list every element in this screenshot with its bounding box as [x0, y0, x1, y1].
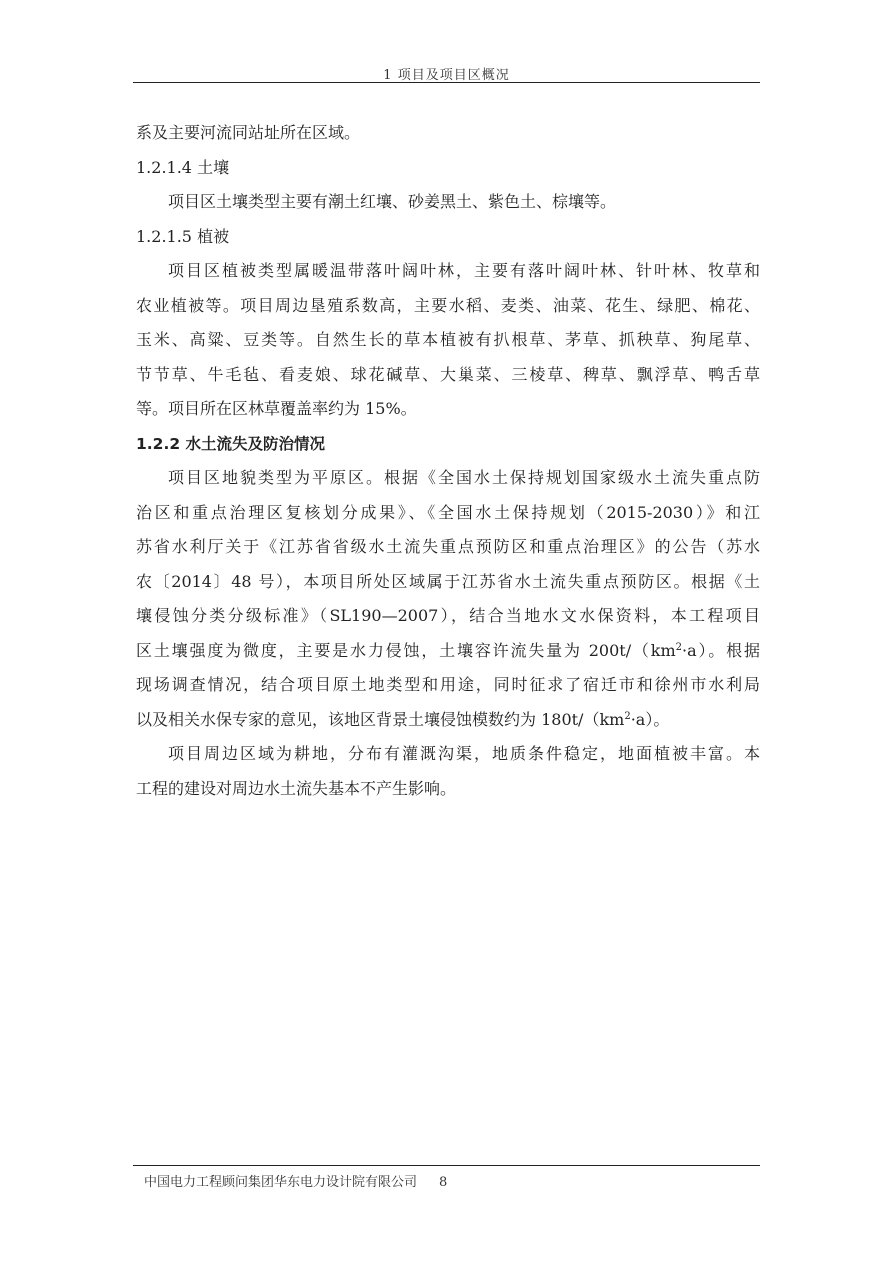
erosion-heading: 1.2.2 水土流失及防治情况 — [136, 434, 326, 453]
footer-company: 中国电力工程顾问集团华东电力设计院有限公司 — [144, 1175, 418, 1190]
erosion-paragraph-line: 现场调查情况，结合项目原土地类型和用途，同时征求了宿迁市和徐州市水利局 — [136, 675, 760, 694]
vegetation-paragraph-line: 等。项目所在区林草覆盖率约为 15%。 — [136, 399, 417, 418]
erosion-paragraph-line: 壤侵蚀分类分级标准》（SL190—2007），结合当地水文水保资料，本工程项目 — [136, 606, 760, 625]
footer-divider — [133, 1165, 760, 1166]
superscript: 2 — [624, 710, 631, 722]
page-header: 1 项目及项目区概况 — [383, 68, 510, 83]
vegetation-paragraph-line: 节节草、牛毛毡、看麦娘、球花碱草、大巢菜、三棱草、稗草、飘浮草、鸭舌草 — [136, 364, 760, 384]
superscript: 2 — [675, 641, 683, 653]
erosion-text-segment: 以及相关水保专家的意见，该地区背景土壤侵蚀模数约为 180t/（km — [136, 709, 625, 729]
erosion-text-segment: ·a）。 — [630, 709, 670, 729]
document-body — [136, 116, 760, 806]
impact-paragraph-line: 工程的建设对周边水土流失基本不产生影响。 — [136, 778, 457, 798]
page-footer — [144, 1171, 447, 1190]
impact-paragraph-line: 项目周边区域为耕地，分布有灌溉沟渠，地质条件稳定，地面植被丰富。本 — [168, 744, 760, 763]
vegetation-paragraph-line: 项目区植被类型属暖温带落叶阔叶林，主要有落叶阔叶林、针叶林、牧草和 — [168, 261, 760, 280]
intro-continuation: 系及主要河流同站址所在区域。 — [136, 123, 361, 142]
erosion-text-segment: 区土壤强度为微度，主要是水力侵蚀，土壤容许流失量为 200t/（km — [136, 640, 676, 660]
erosion-paragraph-line: 农〔2014〕48 号），本项目所处区域属于江苏省水土流失重点预防区。根据《土 — [136, 571, 760, 591]
soil-paragraph-line: 项目区土壤类型主要有潮土红壤、砂姜黑土、紫色土、棕壤等。 — [168, 192, 617, 211]
page-number: 8 — [439, 1175, 448, 1190]
erosion-paragraph-line: 项目区地貌类型为平原区。根据《全国水土保持规划国家级水土流失重点防 — [168, 468, 760, 487]
erosion-paragraph-line — [136, 703, 760, 738]
vegetation-heading: 1.2.1.5 植被 — [136, 226, 230, 246]
header-divider — [133, 82, 760, 83]
vegetation-paragraph-line: 玉米、高粱、豆类等。自然生长的草本植被有扒根草、茅草、抓秧草、狗尾草、 — [136, 330, 760, 349]
erosion-paragraph-line — [136, 634, 760, 669]
vegetation-paragraph-line: 农业植被等。项目周边垦殖系数高，主要水稻、麦类、油菜、花生、绿肥、棉花、 — [136, 295, 760, 315]
erosion-text-segment: ·a）。根据 — [682, 640, 760, 660]
soil-heading: 1.2.1.4 土壤 — [136, 157, 230, 177]
erosion-paragraph-line: 苏省水利厅关于《江苏省省级水土流失重点预防区和重点治理区》的公告（苏水 — [136, 537, 760, 556]
erosion-paragraph-line: 治区和重点治理区复核划分成果》、《全国水土保持规划（2015-2030）》和江 — [136, 502, 760, 522]
